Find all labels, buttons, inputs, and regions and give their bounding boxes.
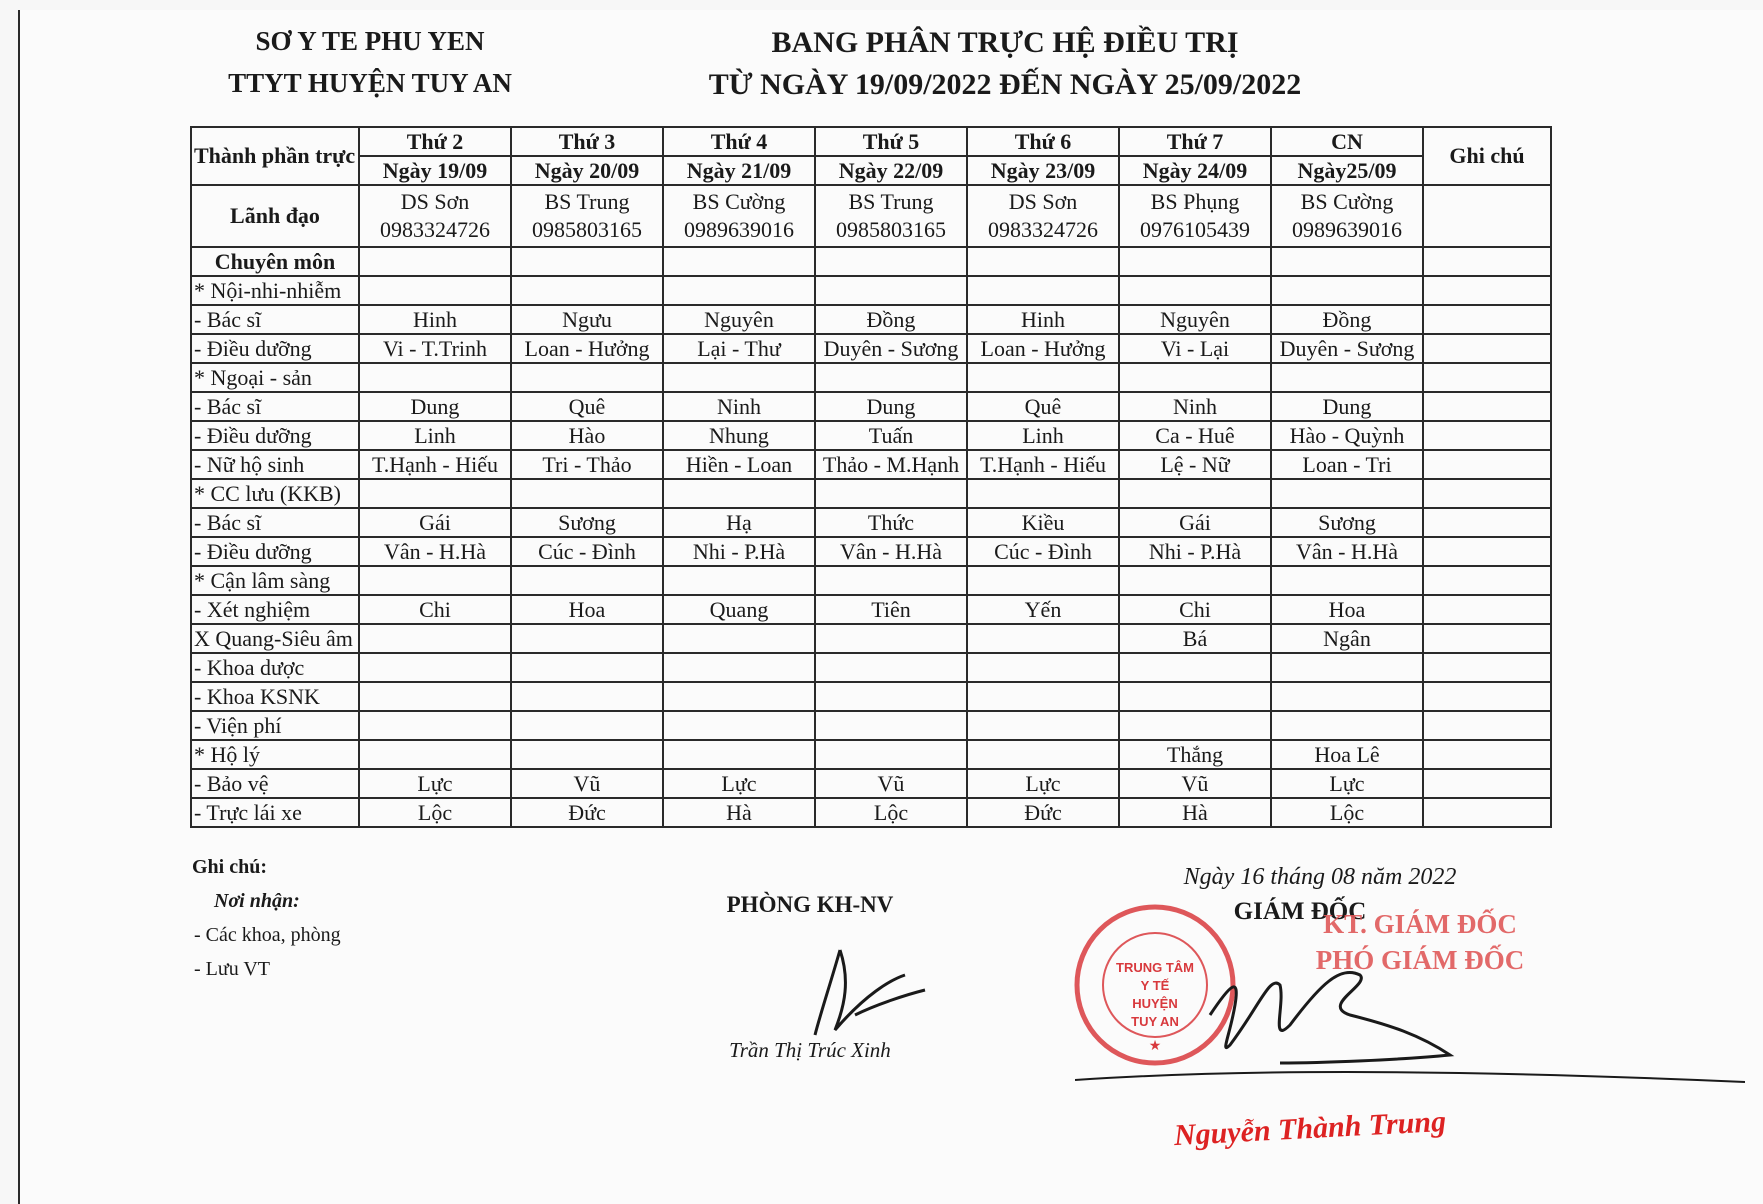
duty-cell: Gái	[359, 508, 511, 537]
duty-cell	[967, 276, 1119, 305]
duty-cell	[511, 740, 663, 769]
duty-cell	[815, 711, 967, 740]
duty-cell	[511, 566, 663, 595]
duty-schedule-table	[190, 126, 1552, 828]
duty-cell: Vi - Lại	[1119, 334, 1271, 363]
day-header: CN	[1271, 127, 1423, 156]
duty-cell	[1119, 682, 1271, 711]
duty-cell	[511, 682, 663, 711]
duty-cell	[359, 247, 511, 276]
duty-cell: Vũ	[815, 769, 967, 798]
table-row	[191, 740, 1551, 769]
row-label: X Quang-Siêu âm	[191, 624, 359, 653]
duty-cell	[359, 711, 511, 740]
duty-cell	[663, 653, 815, 682]
duty-cell	[1119, 363, 1271, 392]
duty-cell	[663, 711, 815, 740]
table-row	[191, 566, 1551, 595]
duty-cell: Đồng	[815, 305, 967, 334]
note-cell	[1423, 479, 1551, 508]
duty-cell: Ngưu	[511, 305, 663, 334]
svg-text:HUYỆN: HUYỆN	[1132, 996, 1178, 1011]
leader-name: BS Trung	[848, 189, 934, 214]
note-cell	[1423, 537, 1551, 566]
note-cell	[1423, 276, 1551, 305]
table-row	[191, 769, 1551, 798]
duty-cell: Hoa	[1271, 595, 1423, 624]
duty-cell	[967, 566, 1119, 595]
row-label: Chuyên môn	[191, 247, 359, 276]
duty-cell	[815, 624, 967, 653]
day-header: Thứ 7	[1119, 127, 1271, 156]
row-label: * Ngoại - sản	[191, 363, 359, 392]
director-signer-name: Nguyễn Thành Trung	[1173, 1104, 1447, 1153]
duty-cell	[359, 740, 511, 769]
duty-cell	[663, 682, 815, 711]
table-row	[191, 247, 1551, 276]
row-label: - Bác sĩ	[191, 508, 359, 537]
row-label: - Bảo vệ	[191, 769, 359, 798]
leader-name: BS Trung	[544, 189, 630, 214]
document-title	[700, 22, 1310, 106]
duty-cell: Bá	[1119, 624, 1271, 653]
corner-label: Thành phần trực	[191, 127, 359, 185]
deputy-line-2: PHÓ GIÁM ĐỐC	[1315, 945, 1525, 975]
duty-cell: Loan - Hưởng	[967, 334, 1119, 363]
duty-cell	[1119, 566, 1271, 595]
svg-text:TRUNG TÂM: TRUNG TÂM	[1116, 960, 1194, 975]
duty-cell: Hoa	[511, 595, 663, 624]
duty-cell	[967, 479, 1119, 508]
leader-phone: 0983324726	[988, 217, 1098, 242]
row-label: - Trực lái xe	[191, 798, 359, 827]
row-label: - Bác sĩ	[191, 392, 359, 421]
sign-date: Ngày 16 tháng 08 năm 2022	[1183, 864, 1457, 890]
duty-cell	[1271, 479, 1423, 508]
duty-cell	[967, 740, 1119, 769]
table-row	[191, 334, 1551, 363]
leader-cell	[1119, 185, 1271, 247]
svg-text:Y TẾ: Y TẾ	[1140, 978, 1170, 993]
date-header: Ngày 21/09	[663, 156, 815, 185]
recipient-item: - Các khoa, phòng	[194, 924, 341, 946]
duty-cell: Tuấn	[815, 421, 967, 450]
table-date-row	[191, 156, 1551, 185]
row-label: * Cận lâm sàng	[191, 566, 359, 595]
leader-phone: 0989639016	[684, 217, 794, 242]
duty-cell: Hinh	[967, 305, 1119, 334]
duty-cell: Lộc	[1271, 798, 1423, 827]
table-row	[191, 537, 1551, 566]
row-label: - Nữ hộ sinh	[191, 450, 359, 479]
day-header: Thứ 3	[511, 127, 663, 156]
duty-cell: Linh	[967, 421, 1119, 450]
note-cell	[1423, 363, 1551, 392]
duty-cell	[359, 653, 511, 682]
note-cell	[1423, 711, 1551, 740]
date-header: Ngày 23/09	[967, 156, 1119, 185]
duty-cell: Hà	[663, 798, 815, 827]
day-header: Thứ 6	[967, 127, 1119, 156]
leader-cell	[663, 185, 815, 247]
note-cell	[1423, 305, 1551, 334]
row-label: - Khoa dược	[191, 653, 359, 682]
dept-signature	[795, 935, 935, 1045]
date-header: Ngày 24/09	[1119, 156, 1271, 185]
dept-signer-name: Trần Thị Trúc Xinh	[729, 1038, 891, 1062]
duty-cell	[815, 479, 967, 508]
duty-cell: Cúc - Đình	[511, 537, 663, 566]
table-row	[191, 624, 1551, 653]
row-label: - Điều dưỡng	[191, 421, 359, 450]
duty-cell	[815, 247, 967, 276]
note-cell	[1423, 653, 1551, 682]
note-cell	[1423, 334, 1551, 363]
duty-cell: Dung	[1271, 392, 1423, 421]
duty-cell	[815, 363, 967, 392]
duty-cell	[967, 653, 1119, 682]
duty-cell: Quê	[511, 392, 663, 421]
signature-line	[1075, 1060, 1745, 1090]
director-title: GIÁM ĐỐC	[1233, 898, 1367, 925]
note-cell	[1423, 624, 1551, 653]
duty-cell	[815, 653, 967, 682]
table-row	[191, 392, 1551, 421]
table-row	[191, 798, 1551, 827]
duty-cell: Đức	[967, 798, 1119, 827]
duty-cell: Tri - Thảo	[511, 450, 663, 479]
duty-cell: Nhi - P.Hà	[1119, 537, 1271, 566]
date-header: Ngày 19/09	[359, 156, 511, 185]
duty-cell: Vi - T.Trinh	[359, 334, 511, 363]
day-header: Thứ 2	[359, 127, 511, 156]
duty-cell: Đức	[511, 798, 663, 827]
recipients-label: Nơi nhận:	[214, 890, 300, 912]
duty-cell	[511, 624, 663, 653]
row-label: - Viện phí	[191, 711, 359, 740]
duty-cell	[663, 276, 815, 305]
duty-cell: Ninh	[1119, 392, 1271, 421]
duty-cell	[359, 479, 511, 508]
row-label: * Nội-nhi-nhiễm	[191, 276, 359, 305]
table-row	[191, 653, 1551, 682]
duty-cell: Duyên - Sương	[1271, 334, 1423, 363]
note-label: Ghi chú:	[192, 856, 268, 878]
table-header-row	[191, 127, 1551, 156]
duty-cell: T.Hạnh - Hiếu	[967, 450, 1119, 479]
note-cell	[1423, 769, 1551, 798]
title-line-1: BANG PHÂN TRỰC HỆ ĐIỀU TRỊ	[771, 26, 1239, 59]
duty-cell: Quang	[663, 595, 815, 624]
title-line-2: TỪ NGÀY 19/09/2022 ĐẾN NGÀY 25/09/2022	[708, 68, 1302, 101]
duty-cell: Nhi - P.Hà	[663, 537, 815, 566]
day-header: Thứ 5	[815, 127, 967, 156]
leader-phone: 0989639016	[1292, 217, 1402, 242]
duty-cell: Hạ	[663, 508, 815, 537]
duty-cell: Gái	[1119, 508, 1271, 537]
note-cell	[1423, 450, 1551, 479]
duty-cell	[967, 247, 1119, 276]
leader-cell	[815, 185, 967, 247]
duty-cell: Thảo - M.Hạnh	[815, 450, 967, 479]
leader-name: DS Sơn	[1008, 189, 1078, 214]
duty-cell: Ca - Huê	[1119, 421, 1271, 450]
note-cell	[1423, 247, 1551, 276]
duty-cell: Vân - H.Hà	[1271, 537, 1423, 566]
duty-cell	[967, 711, 1119, 740]
row-label: * CC lưu (KKB)	[191, 479, 359, 508]
duty-cell: Duyên - Sương	[815, 334, 967, 363]
leader-name: DS Sơn	[400, 189, 470, 214]
duty-cell: Vũ	[1119, 769, 1271, 798]
table-row	[191, 682, 1551, 711]
table-row	[191, 305, 1551, 334]
duty-cell: Kiều	[967, 508, 1119, 537]
duty-cell	[1119, 247, 1271, 276]
duty-cell	[511, 479, 663, 508]
duty-cell: Nguyên	[663, 305, 815, 334]
duty-cell	[1119, 653, 1271, 682]
row-label: Lãnh đạo	[191, 185, 359, 247]
table-row	[191, 479, 1551, 508]
duty-cell	[1271, 682, 1423, 711]
note-cell	[1423, 392, 1551, 421]
row-label: - Điều dưỡng	[191, 334, 359, 363]
duty-cell: Loan - Tri	[1271, 450, 1423, 479]
duty-cell	[511, 363, 663, 392]
duty-cell: Lệ - Nữ	[1119, 450, 1271, 479]
duty-cell: Ngân	[1271, 624, 1423, 653]
note-cell	[1423, 566, 1551, 595]
leader-cell	[967, 185, 1119, 247]
duty-cell: Loan - Hưởng	[511, 334, 663, 363]
duty-cell: Nguyên	[1119, 305, 1271, 334]
leader-name: BS Cường	[692, 189, 786, 214]
duty-cell	[815, 682, 967, 711]
duty-cell: Lộc	[815, 798, 967, 827]
duty-cell: Lực	[1271, 769, 1423, 798]
notes-section	[192, 850, 341, 986]
duty-cell	[359, 682, 511, 711]
date-header: Ngày25/09	[1271, 156, 1423, 185]
leader-cell	[511, 185, 663, 247]
dept-title: PHÒNG KH-NV	[726, 892, 894, 917]
duty-cell	[511, 276, 663, 305]
duty-cell	[663, 566, 815, 595]
duty-cell: Ninh	[663, 392, 815, 421]
day-header: Thứ 4	[663, 127, 815, 156]
duty-cell: Hào - Quỳnh	[1271, 421, 1423, 450]
duty-cell	[1119, 711, 1271, 740]
row-label: - Khoa KSNK	[191, 682, 359, 711]
row-label: - Điều dưỡng	[191, 537, 359, 566]
note-cell	[1423, 185, 1551, 247]
duty-cell: Dung	[815, 392, 967, 421]
duty-cell	[663, 740, 815, 769]
duty-cell: Vũ	[511, 769, 663, 798]
row-label: * Hộ lý	[191, 740, 359, 769]
leader-phone: 0983324726	[380, 217, 490, 242]
duty-cell: Chi	[1119, 595, 1271, 624]
table-row-leadership	[191, 185, 1551, 247]
duty-cell: Cúc - Đình	[967, 537, 1119, 566]
leader-name: BS Phụng	[1150, 189, 1240, 214]
duty-cell: Dung	[359, 392, 511, 421]
duty-cell: Hào	[511, 421, 663, 450]
table-row	[191, 421, 1551, 450]
table-row	[191, 508, 1551, 537]
director-signature	[1200, 945, 1480, 1075]
duty-cell	[663, 624, 815, 653]
note-cell	[1423, 508, 1551, 537]
leader-phone: 0985803165	[532, 217, 642, 242]
duty-cell	[359, 624, 511, 653]
duty-cell	[1271, 363, 1423, 392]
duty-cell: Thắng	[1119, 740, 1271, 769]
duty-cell	[1271, 276, 1423, 305]
row-label: - Bác sĩ	[191, 305, 359, 334]
duty-cell	[815, 276, 967, 305]
duty-cell: Quê	[967, 392, 1119, 421]
duty-cell	[359, 363, 511, 392]
leader-name: BS Cường	[1300, 189, 1394, 214]
duty-cell: Vân - H.Hà	[815, 537, 967, 566]
duty-cell: Thức	[815, 508, 967, 537]
date-header: Ngày 20/09	[511, 156, 663, 185]
duty-cell: Sương	[511, 508, 663, 537]
duty-cell: Lực	[663, 769, 815, 798]
duty-cell: Nhung	[663, 421, 815, 450]
duty-cell	[663, 479, 815, 508]
duty-cell: Đồng	[1271, 305, 1423, 334]
duty-cell: Hoa Lê	[1271, 740, 1423, 769]
duty-cell: Lộc	[359, 798, 511, 827]
duty-cell	[1271, 247, 1423, 276]
svg-text:★: ★	[1148, 1039, 1162, 1054]
table-row	[191, 450, 1551, 479]
organization-header	[210, 20, 530, 104]
duty-cell: Linh	[359, 421, 511, 450]
duty-cell	[967, 682, 1119, 711]
duty-cell: Chi	[359, 595, 511, 624]
note-cell	[1423, 421, 1551, 450]
duty-cell: Hiền - Loan	[663, 450, 815, 479]
note-header: Ghi chú	[1423, 127, 1551, 185]
duty-cell	[511, 247, 663, 276]
duty-cell	[1119, 479, 1271, 508]
duty-cell: Hà	[1119, 798, 1271, 827]
leader-phone: 0976105439	[1140, 217, 1250, 242]
duty-cell	[359, 566, 511, 595]
note-cell	[1423, 740, 1551, 769]
table-row	[191, 595, 1551, 624]
duty-cell: Hinh	[359, 305, 511, 334]
leader-phone: 0985803165	[836, 217, 946, 242]
duty-cell: Vân - H.Hà	[359, 537, 511, 566]
duty-cell: Tiên	[815, 595, 967, 624]
duty-cell	[1271, 653, 1423, 682]
recipient-item: - Lưu VT	[194, 958, 271, 980]
duty-cell	[511, 711, 663, 740]
duty-cell: Lại - Thư	[663, 334, 815, 363]
duty-cell	[967, 363, 1119, 392]
duty-cell	[815, 740, 967, 769]
date-header: Ngày 22/09	[815, 156, 967, 185]
deputy-line-1: KT. GIÁM ĐỐC	[1323, 909, 1517, 939]
duty-cell	[663, 247, 815, 276]
table-row	[191, 276, 1551, 305]
duty-cell	[359, 276, 511, 305]
duty-cell	[1271, 711, 1423, 740]
note-cell	[1423, 682, 1551, 711]
duty-cell: Lực	[967, 769, 1119, 798]
duty-cell	[1119, 276, 1271, 305]
leader-cell	[359, 185, 511, 247]
note-cell	[1423, 595, 1551, 624]
duty-cell	[663, 363, 815, 392]
row-label: - Xét nghiệm	[191, 595, 359, 624]
duty-cell: Yến	[967, 595, 1119, 624]
note-cell	[1423, 798, 1551, 827]
duty-cell: T.Hạnh - Hiếu	[359, 450, 511, 479]
duty-cell	[1271, 566, 1423, 595]
svg-text:TUY AN: TUY AN	[1131, 1014, 1179, 1029]
org-line-2: TTYT HUYỆN TUY AN	[228, 68, 512, 98]
duty-cell	[815, 566, 967, 595]
duty-cell	[511, 653, 663, 682]
table-row	[191, 363, 1551, 392]
leader-cell	[1271, 185, 1423, 247]
duty-cell: Lực	[359, 769, 511, 798]
duty-cell	[967, 624, 1119, 653]
table-row	[191, 711, 1551, 740]
duty-cell: Sương	[1271, 508, 1423, 537]
org-line-1: SƠ Y TE PHU YEN	[255, 26, 485, 56]
